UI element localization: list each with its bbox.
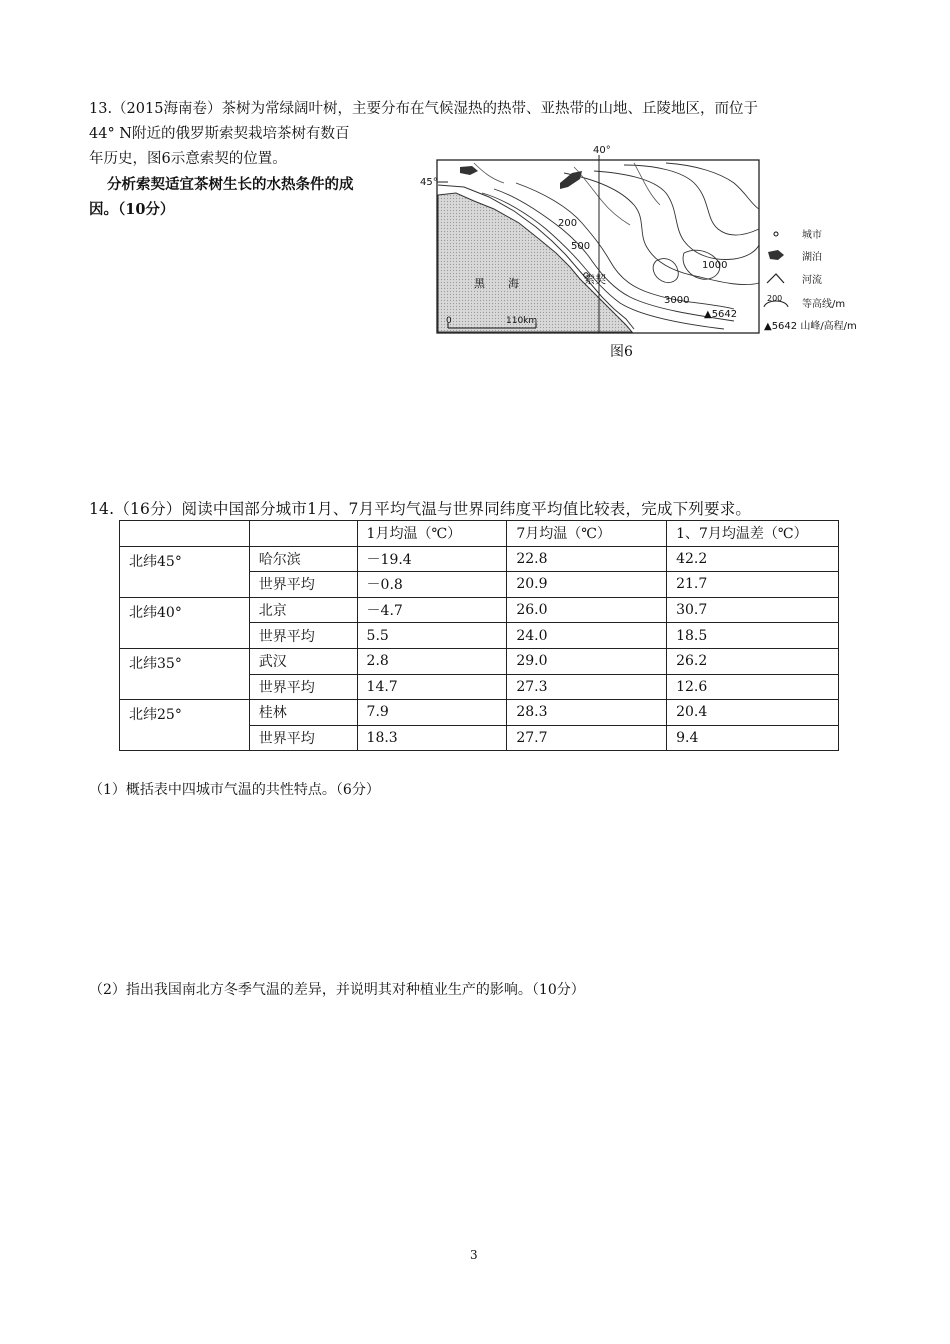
contour-label-3000: 3000: [664, 295, 690, 306]
map-legend: [764, 228, 857, 332]
figure-caption: 图6: [610, 344, 633, 360]
latitude-cell: 北纬35°: [120, 648, 250, 699]
table-row: [120, 597, 839, 623]
legend-river: 河流: [802, 275, 822, 286]
q14-title: 14.（16分）阅读中国部分城市1月、7月平均气温与世界同纬度平均值比较表，完成下列要求。: [89, 500, 752, 518]
table-cell: 26.0: [507, 597, 667, 623]
table-cell: 世界平均: [249, 572, 357, 598]
table-cell: 28.3: [507, 700, 667, 726]
table-header-cell: 1月均温（℃）: [357, 521, 507, 547]
sea-label-2: 海: [508, 277, 519, 290]
table-cell: 18.3: [357, 725, 507, 751]
page-number: 3: [470, 1248, 478, 1262]
table-cell: 桂林: [249, 700, 357, 726]
table-cell: 世界平均: [249, 674, 357, 700]
table-cell: 20.9: [507, 572, 667, 598]
table-cell: 20.4: [667, 700, 839, 726]
table-cell: 30.7: [667, 597, 839, 623]
latitude-cell: 北纬25°: [120, 700, 250, 751]
sochi-location-map: [420, 143, 870, 366]
table-cell: －19.4: [357, 546, 507, 572]
table-header-row: [120, 521, 839, 547]
table-cell: 世界平均: [249, 623, 357, 649]
legend-lake: 湖泊: [802, 252, 822, 263]
table-cell: 12.6: [667, 674, 839, 700]
table-cell: 24.0: [507, 623, 667, 649]
table-cell: 21.7: [667, 572, 839, 598]
latitude-cell: 北纬45°: [120, 546, 250, 597]
table-row: [120, 700, 839, 726]
legend-city: 城市: [802, 230, 822, 241]
table-cell: －4.7: [357, 597, 507, 623]
table-header-cell: 1、7月均温差（℃）: [667, 521, 839, 547]
contour-label-200: 200: [558, 218, 578, 229]
table-cell: 18.5: [667, 623, 839, 649]
q14-subquestion-2: （2）指出我国南北方冬季气温的差异，并说明其对种植业生产的影响。（10分）: [89, 982, 585, 998]
lake-icon: [768, 250, 784, 260]
lon-label-40: 40°: [593, 145, 611, 156]
latitude-cell: 北纬40°: [120, 597, 250, 648]
table-cell: 7.9: [357, 700, 507, 726]
table-cell: 武汉: [249, 648, 357, 674]
table-cell: 22.8: [507, 546, 667, 572]
table-row: [120, 546, 839, 572]
q13-line-3: 年历史，图6示意索契的位置。: [89, 151, 287, 167]
table-cell: 27.7: [507, 725, 667, 751]
q13-line-1: 13.（2015海南卷）茶树为常绿阔叶树，主要分布在气候湿热的热带、亚热带的山地、丘陵地区，而位于: [89, 101, 758, 117]
table-cell: 26.2: [667, 648, 839, 674]
q13-line-2: 44° N附近的俄罗斯索契栽培茶树有数百: [89, 126, 350, 142]
lat-label-45: 45°: [420, 177, 438, 188]
sochi-label: 索契: [584, 273, 606, 286]
table-header-cell: [120, 521, 250, 547]
scale-zero: 0: [446, 316, 452, 326]
table-cell: －0.8: [357, 572, 507, 598]
table-cell: 北京: [249, 597, 357, 623]
city-icon: [774, 232, 778, 236]
table-row: [120, 648, 839, 674]
river-icon: [767, 274, 784, 283]
sea-label-1: 黑: [474, 277, 485, 290]
temperature-comparison-table: [119, 520, 839, 751]
table-cell: 42.2: [667, 546, 839, 572]
contour-label-500: 500: [571, 241, 591, 252]
table-cell: 9.4: [667, 725, 839, 751]
peak-marker: ▲5642: [704, 309, 738, 320]
scale-distance: 110km: [506, 316, 538, 326]
table-header-cell: 7月均温（℃）: [507, 521, 667, 547]
table-cell: 14.7: [357, 674, 507, 700]
legend-contour: 等高线/m: [802, 299, 846, 310]
legend-contour-value: 200: [767, 294, 783, 303]
q13-task-line-1: 分析索契适宜茶树生长的水热条件的成: [107, 176, 354, 193]
table-cell: 世界平均: [249, 725, 357, 751]
table-header-cell: [249, 521, 357, 547]
q13-task-line-2: 因。（10分）: [89, 201, 175, 218]
table-cell: 5.5: [357, 623, 507, 649]
table-cell: 27.3: [507, 674, 667, 700]
contour-label-1000: 1000: [702, 260, 728, 271]
table-cell: 哈尔滨: [249, 546, 357, 572]
peak-icon legend-peak: ▲5642 山峰/高程/m: [764, 321, 857, 332]
table-cell: 2.8: [357, 648, 507, 674]
table-cell: 29.0: [507, 648, 667, 674]
q14-subquestion-1: （1）概括表中四城市气温的共性特点。（6分）: [89, 782, 380, 798]
